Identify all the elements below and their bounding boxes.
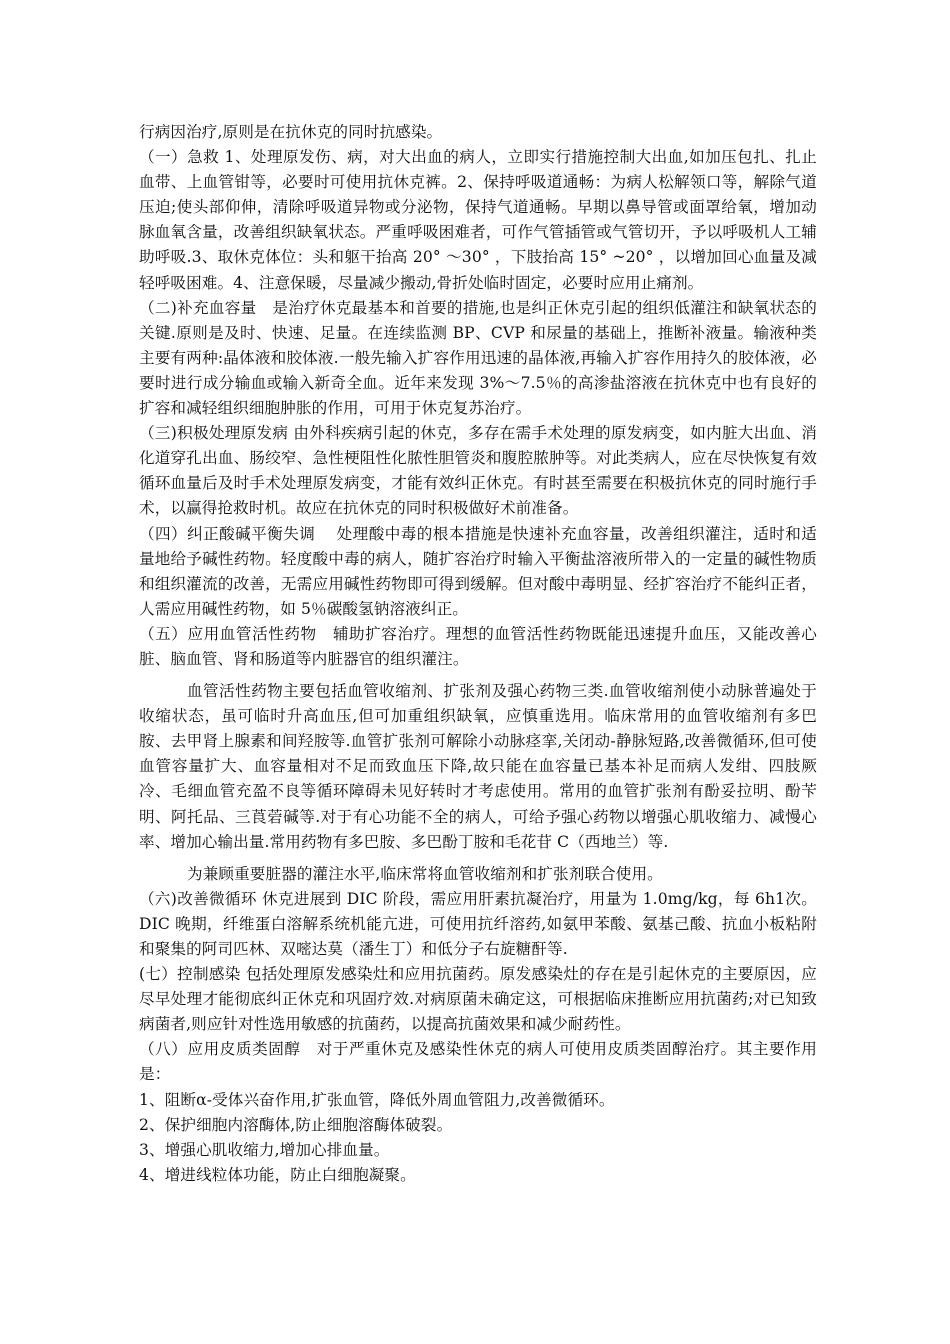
paragraph-combined-use: 为兼顾重要脏器的灌注水平,临床常将血管收缩剂和扩张剂联合使用。	[187, 864, 663, 883]
list-item: 3、增强心肌收缩力,增加心排血量。	[139, 1140, 390, 1159]
list-item: 2、保护细胞内溶酶体,防止细胞溶酶体破裂。	[139, 1115, 453, 1134]
paragraph-emergency: （一）急救 1、处理原发伤、病，对大出血的病人，立即实行措施控制大出血,如加压包扎、扎止血带、上血管钳等，必要时可使用抗休克裤。2、保持呼吸道通畅：为病人松解领口等，解除气道压迫;使头部仰伸，清除呼吸道异物或分泌物，保持气道通畅。早期以鼻导管或面罩给氧，增加动脉血氧含量，改善组织缺氧状态。严重呼吸困难者，可作气管插管或气管切开，予以呼吸机人工辅助呼吸.3、取休克体位：头和躯干抬高 20° ～30° ，下肢抬高 15° ~20° ，以增加回心血量及减轻呼吸困难。4、注意保暖，尽量减少搬动,骨折处临时固定，必要时应用止痛剂。	[139, 148, 817, 292]
corticosteroid-effects-list	[139, 1088, 817, 1188]
paragraph-blood-volume: （二)补充血容量 是治疗休克最基本和首要的措施,也是纠正休克引起的组织低灌注和缺氧状态的关键.原则是及时、快速、足量。在连续监测 BP、CVP 和尿量的基础上，推断补液量。输液种类主要有两种:晶体液和胶体液.一般先输入扩容作用迅速的晶体液,再输入扩容作用持久的胶体液，必要时进行成分输血或输入新奇全血。近年来发现 3%～7.5％的高渗盐溶液在抗休克中也有良好的扩容和减轻组织细胞肿胀的作用，可用于休克复苏治疗。	[139, 298, 817, 418]
paragraph-primary-disease: （三)积极处理原发病 由外科疾病引起的休克，多存在需手术处理的原发病变，如内脏大出血、消化道穿孔出血、肠绞窄、急性梗阻性化脓性胆管炎和腹腔脓肿等。对此类病人，应在尽快恢复有效循环血量后及时手术处理原发病变，才能有效纠正休克。有时甚至需要在积极抗休克的同时施行手术，以赢得抢救时机。故应在抗休克的同时积极做好术前准备。	[139, 424, 817, 518]
paragraph-vasoactive-drugs: （五）应用血管活性药物 辅助扩容治疗。理想的血管活性药物既能迅速提升血压，又能改善心脏、脑血管、肾和肠道等内脏器官的组织灌注。	[139, 624, 817, 668]
list-item: 1、阻断α-受体兴奋作用,扩张血管，降低外周血管阻力,改善微循环。	[139, 1090, 615, 1109]
list-item: 4、增进线粒体功能，防止白细胞凝聚。	[139, 1165, 416, 1184]
paragraph-acid-base: （四）纠正酸碱平衡失调 处理酸中毒的根本措施是快速补充血容量，改善组织灌注，适时和适量地给予碱性药物。轻度酸中毒的病人，随扩容治疗时输入平衡盐溶液所带入的一定量的碱性物质和组织灌流的改善，无需应用碱性药物即可得到缓解。但对酸中毒明显、经扩容治疗不能纠正者，人需应用碱性药物，如 5％碳酸氢钠溶液纠正。	[139, 524, 817, 618]
document-body	[139, 120, 817, 1188]
paragraph-microcirculation: （六)改善微循环 休克进展到 DIC 阶段，需应用肝素抗凝治疗，用量为 1.0mg/kg，每 6h1次。DIC 晚期，纤维蛋白溶解系统机能亢进，可使用抗纤溶药,如氨甲苯酸、氨基己酸、抗血小板粘附和聚集的阿司匹林、双嘧达莫（潘生丁）和低分子右旋糖酐等.	[139, 889, 817, 958]
paragraph-corticosteroids: （八）应用皮质类固醇 对于严重休克及感染性休克的病人可使用皮质类固醇治疗。其主要作用是：	[139, 1040, 817, 1084]
paragraph-vasoactive-detail: 血管活性药物主要包括血管收缩剂、扩张剂及强心药物三类.血管收缩剂使小动脉普遍处于收缩状态，虽可临时升高血压,但可加重组织缺氧，应慎重选用。临床常用的血管收缩剂有多巴胺、去甲肾上腺素和间羟胺等.血管扩张剂可解除小动脉痉挛,关闭动-静脉短路,改善微循环,但可使血管容量扩大、血容量相对不足而致血压下降,故只能在血容量已基本补足而病人发绀、四肢厥冷、毛细血管充盈不良等循环障碍未见好转时才考虑使用。常用的血管扩张剂有酚妥拉明、酚苄明、阿托品、三莨菪碱等.对于有心功能不全的病人，可给予强心药物以增强心肌收缩力、减慢心率、增加心输出量.常用药物有多巴胺、多巴酚丁胺和毛花苷 C（西地兰）等.	[139, 682, 817, 851]
paragraph-cause-treatment: 行病因治疗,原则是在抗休克的同时抗感染。	[139, 123, 443, 141]
paragraph-infection-control: (七）控制感染 包括处理原发感染灶和应用抗菌药。原发感染灶的存在是引起休克的主要原因，应尽早处理才能彻底纠正休克和巩固疗效.对病原菌未确定这，可根据临床推断应用抗菌药;对已知致病菌者,则应针对性选用敏感的抗菌药，以提高抗菌效果和减少耐药性。	[139, 965, 817, 1034]
